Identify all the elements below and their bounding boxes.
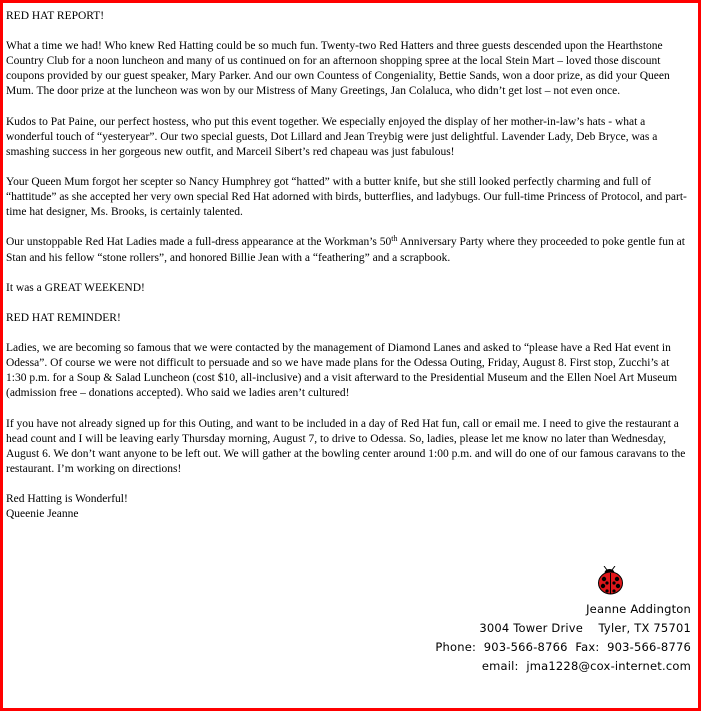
report-paragraph-3: Your Queen Mum forgot her scepter so Nancy Humphrey got “hatted” with a butter knife, but she still looked perfectly charming and full of “hattitude” as she accepted her very own special Red Hat adorned with birds, butterflies, and ladybugs. Our full-time Princess of Protocol, and part-time hat designer, Ms. Brooks, is certainly talented. <box>6 176 687 219</box>
report-heading: RED HAT REPORT! <box>6 10 105 22</box>
reminder-paragraph-1: Ladies, we are becoming so famous that we were contacted by the management of Diamond Lanes and asked to “please have a Red Hat event in Odessa”. Of course we were not difficult to persuade and so we have made plans for the Odessa Outing, Friday, August 8. First stop, Zucchi’s at 1:30 p.m. for a Soup & Salad Luncheon (cost $10, all-inclusive) and a visit afterward to the Presidential Museum and the Ellen Noel Art Museum (admission free – donations accepted). Who said we ladies aren’t cultured! <box>6 342 678 400</box>
report-paragraph-4-start: Our unstoppable Red Hat Ladies made a full-dress appearance at the Workman’s 50 <box>6 236 392 249</box>
ladybug-icon <box>596 566 626 596</box>
report-paragraph-5: It was a GREAT WEEKEND! <box>6 281 145 294</box>
signoff-line-2: Queenie Jeanne <box>6 508 79 521</box>
contact-block <box>435 600 691 676</box>
report-paragraph-4-end: Anniversary Party where they proceeded to poke gentle fun at Stan and his fellow “stone rollers”, and honored Billie Jean with a “feathering” and a scrapbook. <box>6 236 685 264</box>
report-paragraph-4 <box>6 235 692 265</box>
report-paragraph-1: What a time we had! Who knew Red Hatting could be so much fun. Twenty-two Red Hatters and three guests descended upon the Hearthstone Country Club for a noon luncheon and many of us continued on for an afternoon shopping spree at the local Stein Mart – loved those discount coupons provided by our guest speaker, Mary Parker. And our own Countess of Congeniality, Bettie Sands, won a door prize, as did your Queen Mum. The door prize at the luncheon was won by our Mistress of Many Greetings, Jan Colaluca, who didn’t get lost – not even once. <box>6 40 670 98</box>
contact-address: 3004 Tower Drive Tyler, TX 75701 <box>479 621 691 635</box>
signoff-line-1: Red Hatting is Wonderful! <box>6 493 128 505</box>
reminder-heading: RED HAT REMINDER! <box>6 311 121 324</box>
report-paragraph-2: Kudos to Pat Paine, our perfect hostess, who put this event together. We especially enjoyed the display of her mother-in-law’s hats - what a wonderful touch of “yesteryear”. Our two special guests, Dot Lillard and Jean Treybig were just delightful. Lavender Lady, Deb Bryce, was a smashing success in her gorgeous new outfit, and Marceil Sibert’s red chapeau was just fabulous! <box>6 115 658 158</box>
ordinal-suffix: th <box>391 234 398 244</box>
reminder-paragraph-2: If you have not already signed up for this Outing, and want to be included in a day of Red Hat fun, call or email me. I need to give the restaurant a head count and I will be leaving early Thursday morning, August 7, to drive to Odessa. So, ladies, please let me know no later than Wednesday, August 6. We don’t want anyone to be left out. We will gather at the bowling center around 1:00 p.m. and will do one of our famous caravans to the restaurant. I’m working on directions! <box>6 417 686 475</box>
contact-name: Jeanne Addington <box>586 602 691 616</box>
contact-phones: Phone: 903-566-8766 Fax: 903-566-8776 <box>435 640 691 654</box>
newsletter-body <box>6 9 692 522</box>
contact-email: email: jma1228@cox-internet.com <box>481 659 691 673</box>
